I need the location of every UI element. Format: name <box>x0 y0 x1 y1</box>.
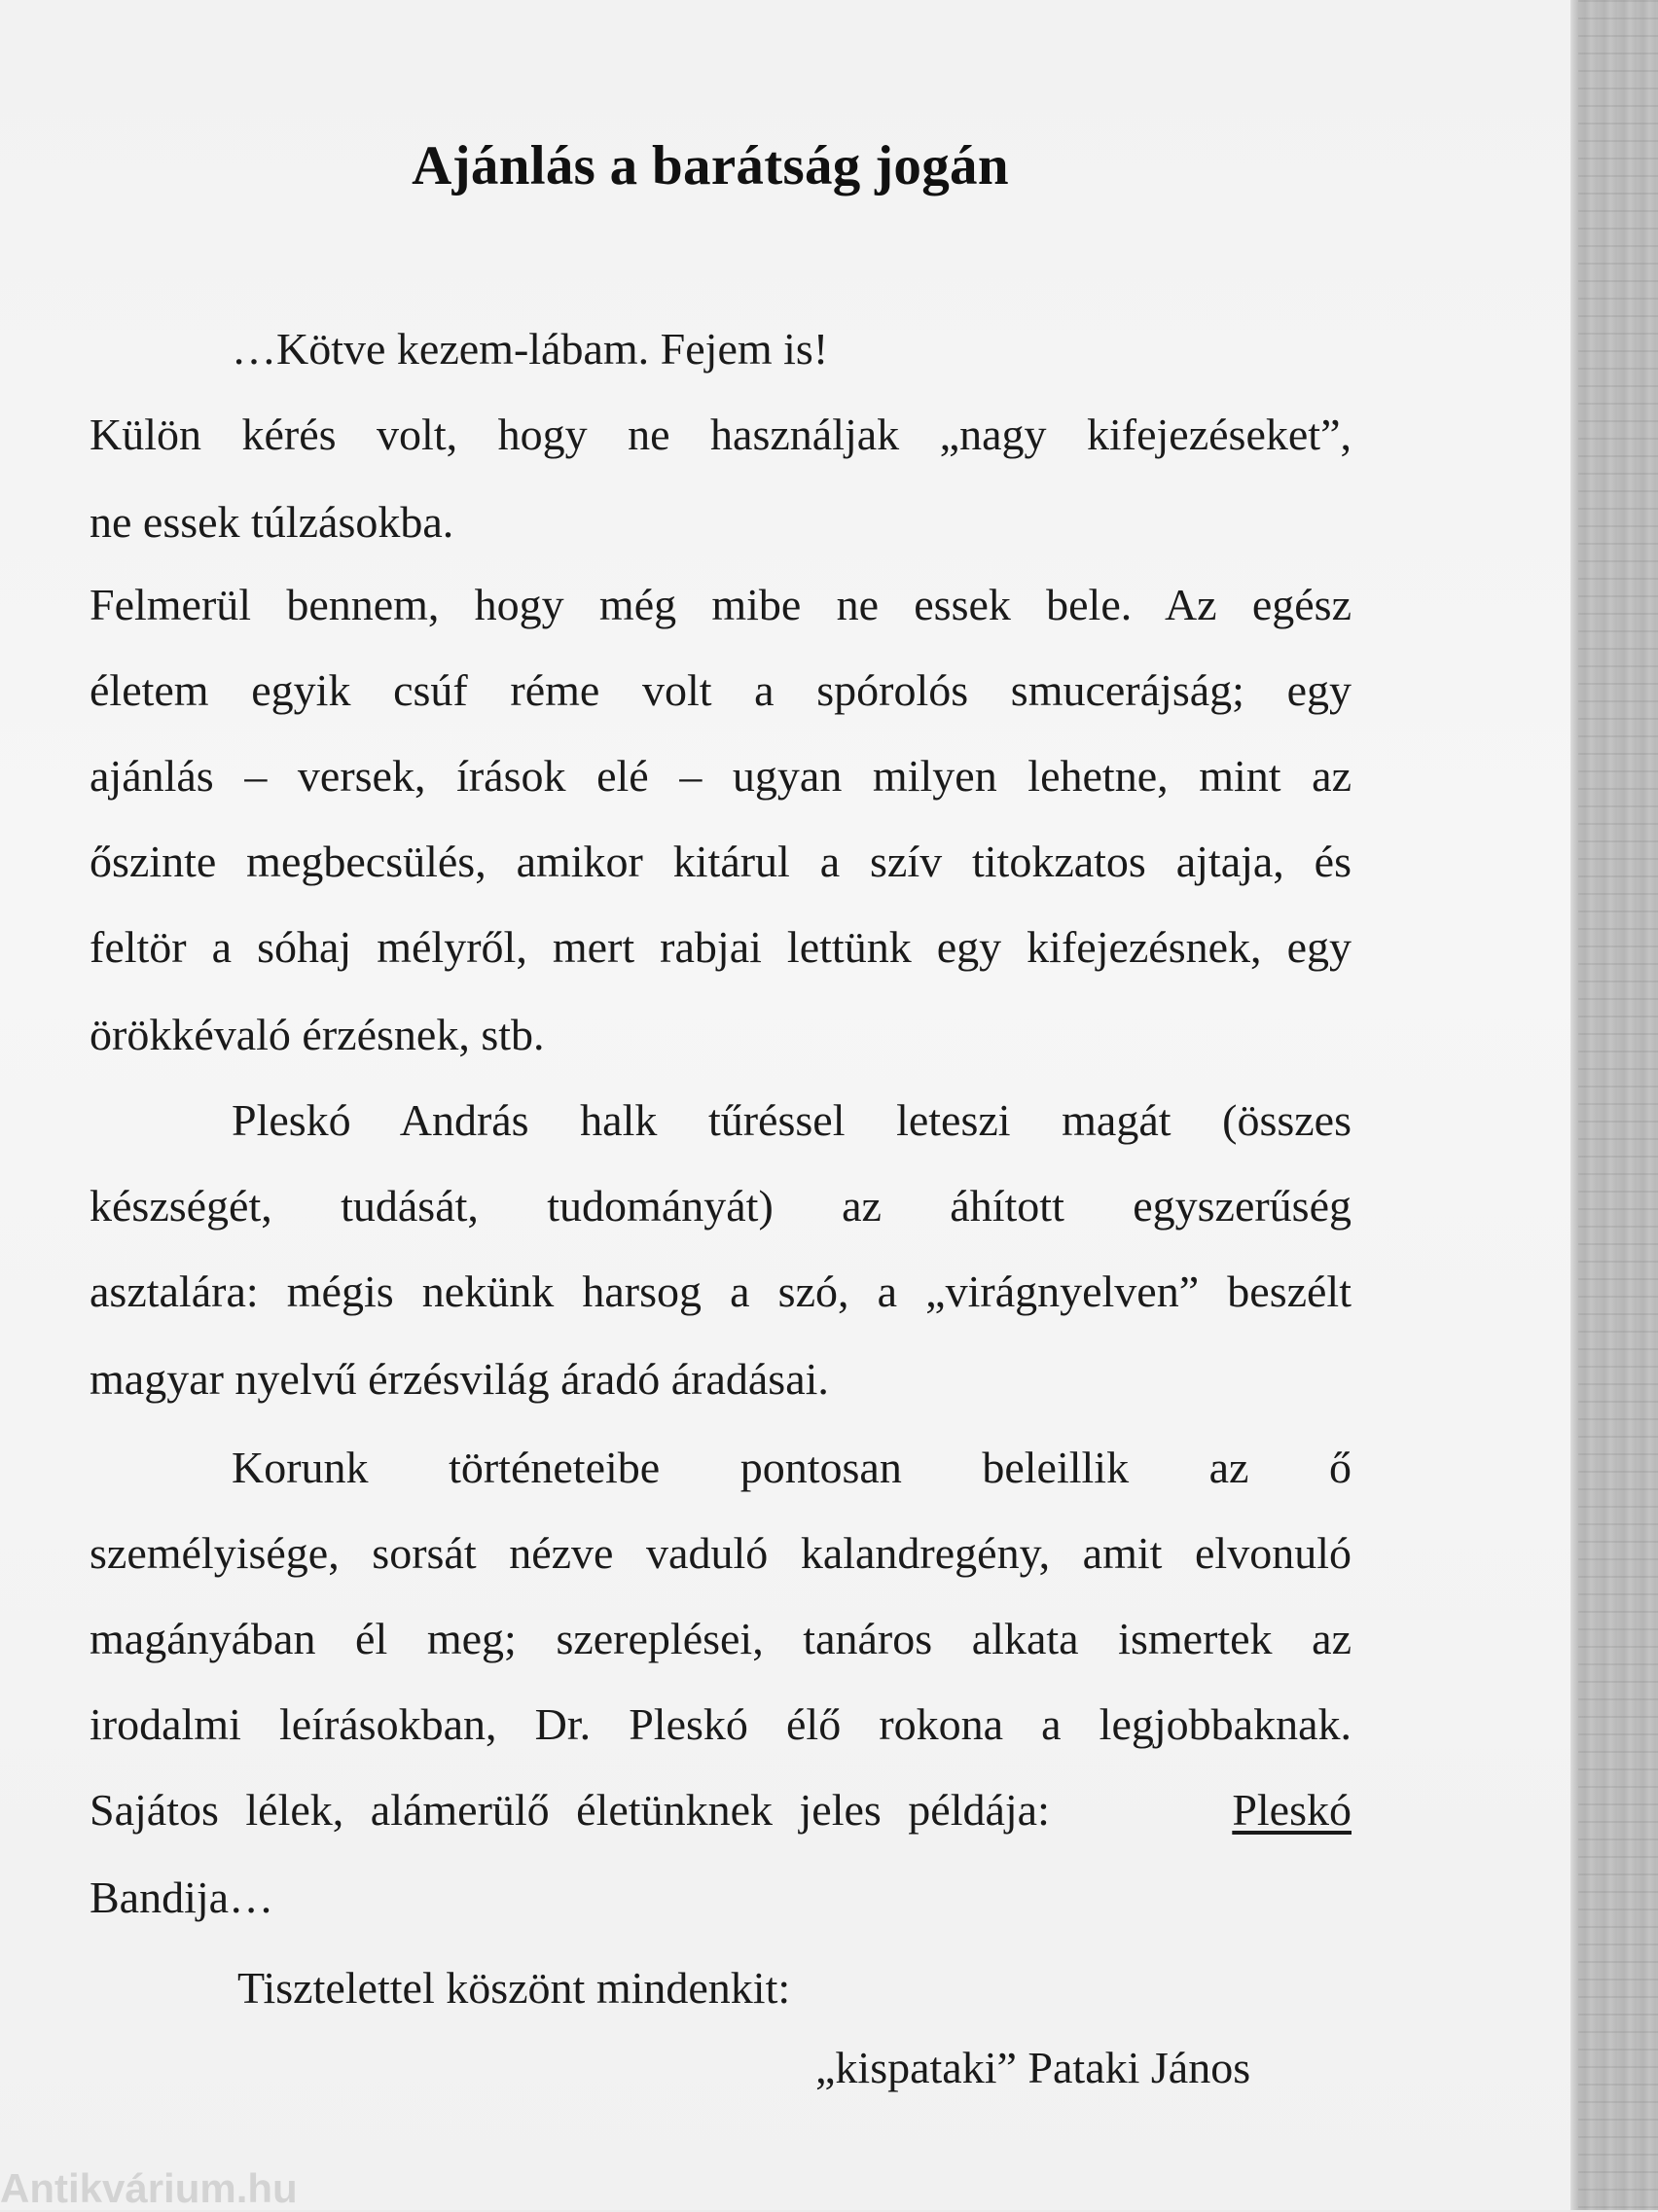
paper-edge <box>1570 0 1578 2210</box>
text-line: személyisége, sorsát nézve vaduló kalandregény, amit elvonuló <box>90 1528 1352 1578</box>
signature: „kispataki” Pataki János <box>815 2043 1251 2092</box>
text-line: ajánlás – versek, írások elé – ugyan milyen lehetne, mint az <box>90 751 1352 801</box>
text-line: Felmerül bennem, hogy még mibe ne essek bele. Az egész <box>90 580 1352 629</box>
text-line: feltör a sóhaj mélyről, mert rabjai lettünk egy kifejezésnek, egy <box>90 922 1352 972</box>
text-line: magányában él meg; szereplései, tanáros alkata ismertek az <box>90 1614 1352 1663</box>
text-line: Bandija… <box>90 1873 274 1922</box>
text-line: őszinte megbecsülés, amikor kitárul a szív titokzatos ajtaja, és <box>90 837 1352 886</box>
underlined-name: Pleskó <box>1232 1785 1352 1835</box>
text-line: Külön kérés volt, hogy ne használjak „nagy kifejezéseket”, <box>90 410 1352 459</box>
text-line: …Kötve kezem-lábam. Fejem is! <box>232 324 829 374</box>
text-line: irodalmi leírásokban, Dr. Pleskó élő rokona a legjobbaknak. <box>90 1699 1352 1749</box>
text-line <box>90 1767 1352 1853</box>
closing-greeting: Tisztelettel köszönt mindenkit: <box>237 1963 791 2013</box>
text-line: magyar nyelvű érzésvilág áradó áradásai. <box>90 1354 829 1404</box>
background-surface <box>1578 0 1658 2210</box>
text-line: örökkévaló érzésnek, stb. <box>90 1010 545 1059</box>
text-line-start: Sajátos lélek, alámerülő életünknek jeles példája: <box>90 1785 1050 1835</box>
text-line: készségét, tudását, tudományát) az áhított egyszerűség <box>90 1181 1352 1231</box>
text-line: Korunk történeteibe pontosan beleillik az ő <box>232 1443 1352 1492</box>
text-line: Pleskó András halk tűréssel leteszi magát (összes <box>232 1095 1352 1145</box>
watermark: Antikvárium.hu <box>0 2165 298 2211</box>
text-line: asztalára: mégis nekünk harsog a szó, a „virágnyelven” beszélt <box>90 1267 1352 1316</box>
text-line: ne essek túlzásokba. <box>90 497 454 547</box>
text-line: életem egyik csúf réme volt a spórolós smucerájság; egy <box>90 665 1352 715</box>
page-title: Ajánlás a barátság jogán <box>412 135 1009 196</box>
